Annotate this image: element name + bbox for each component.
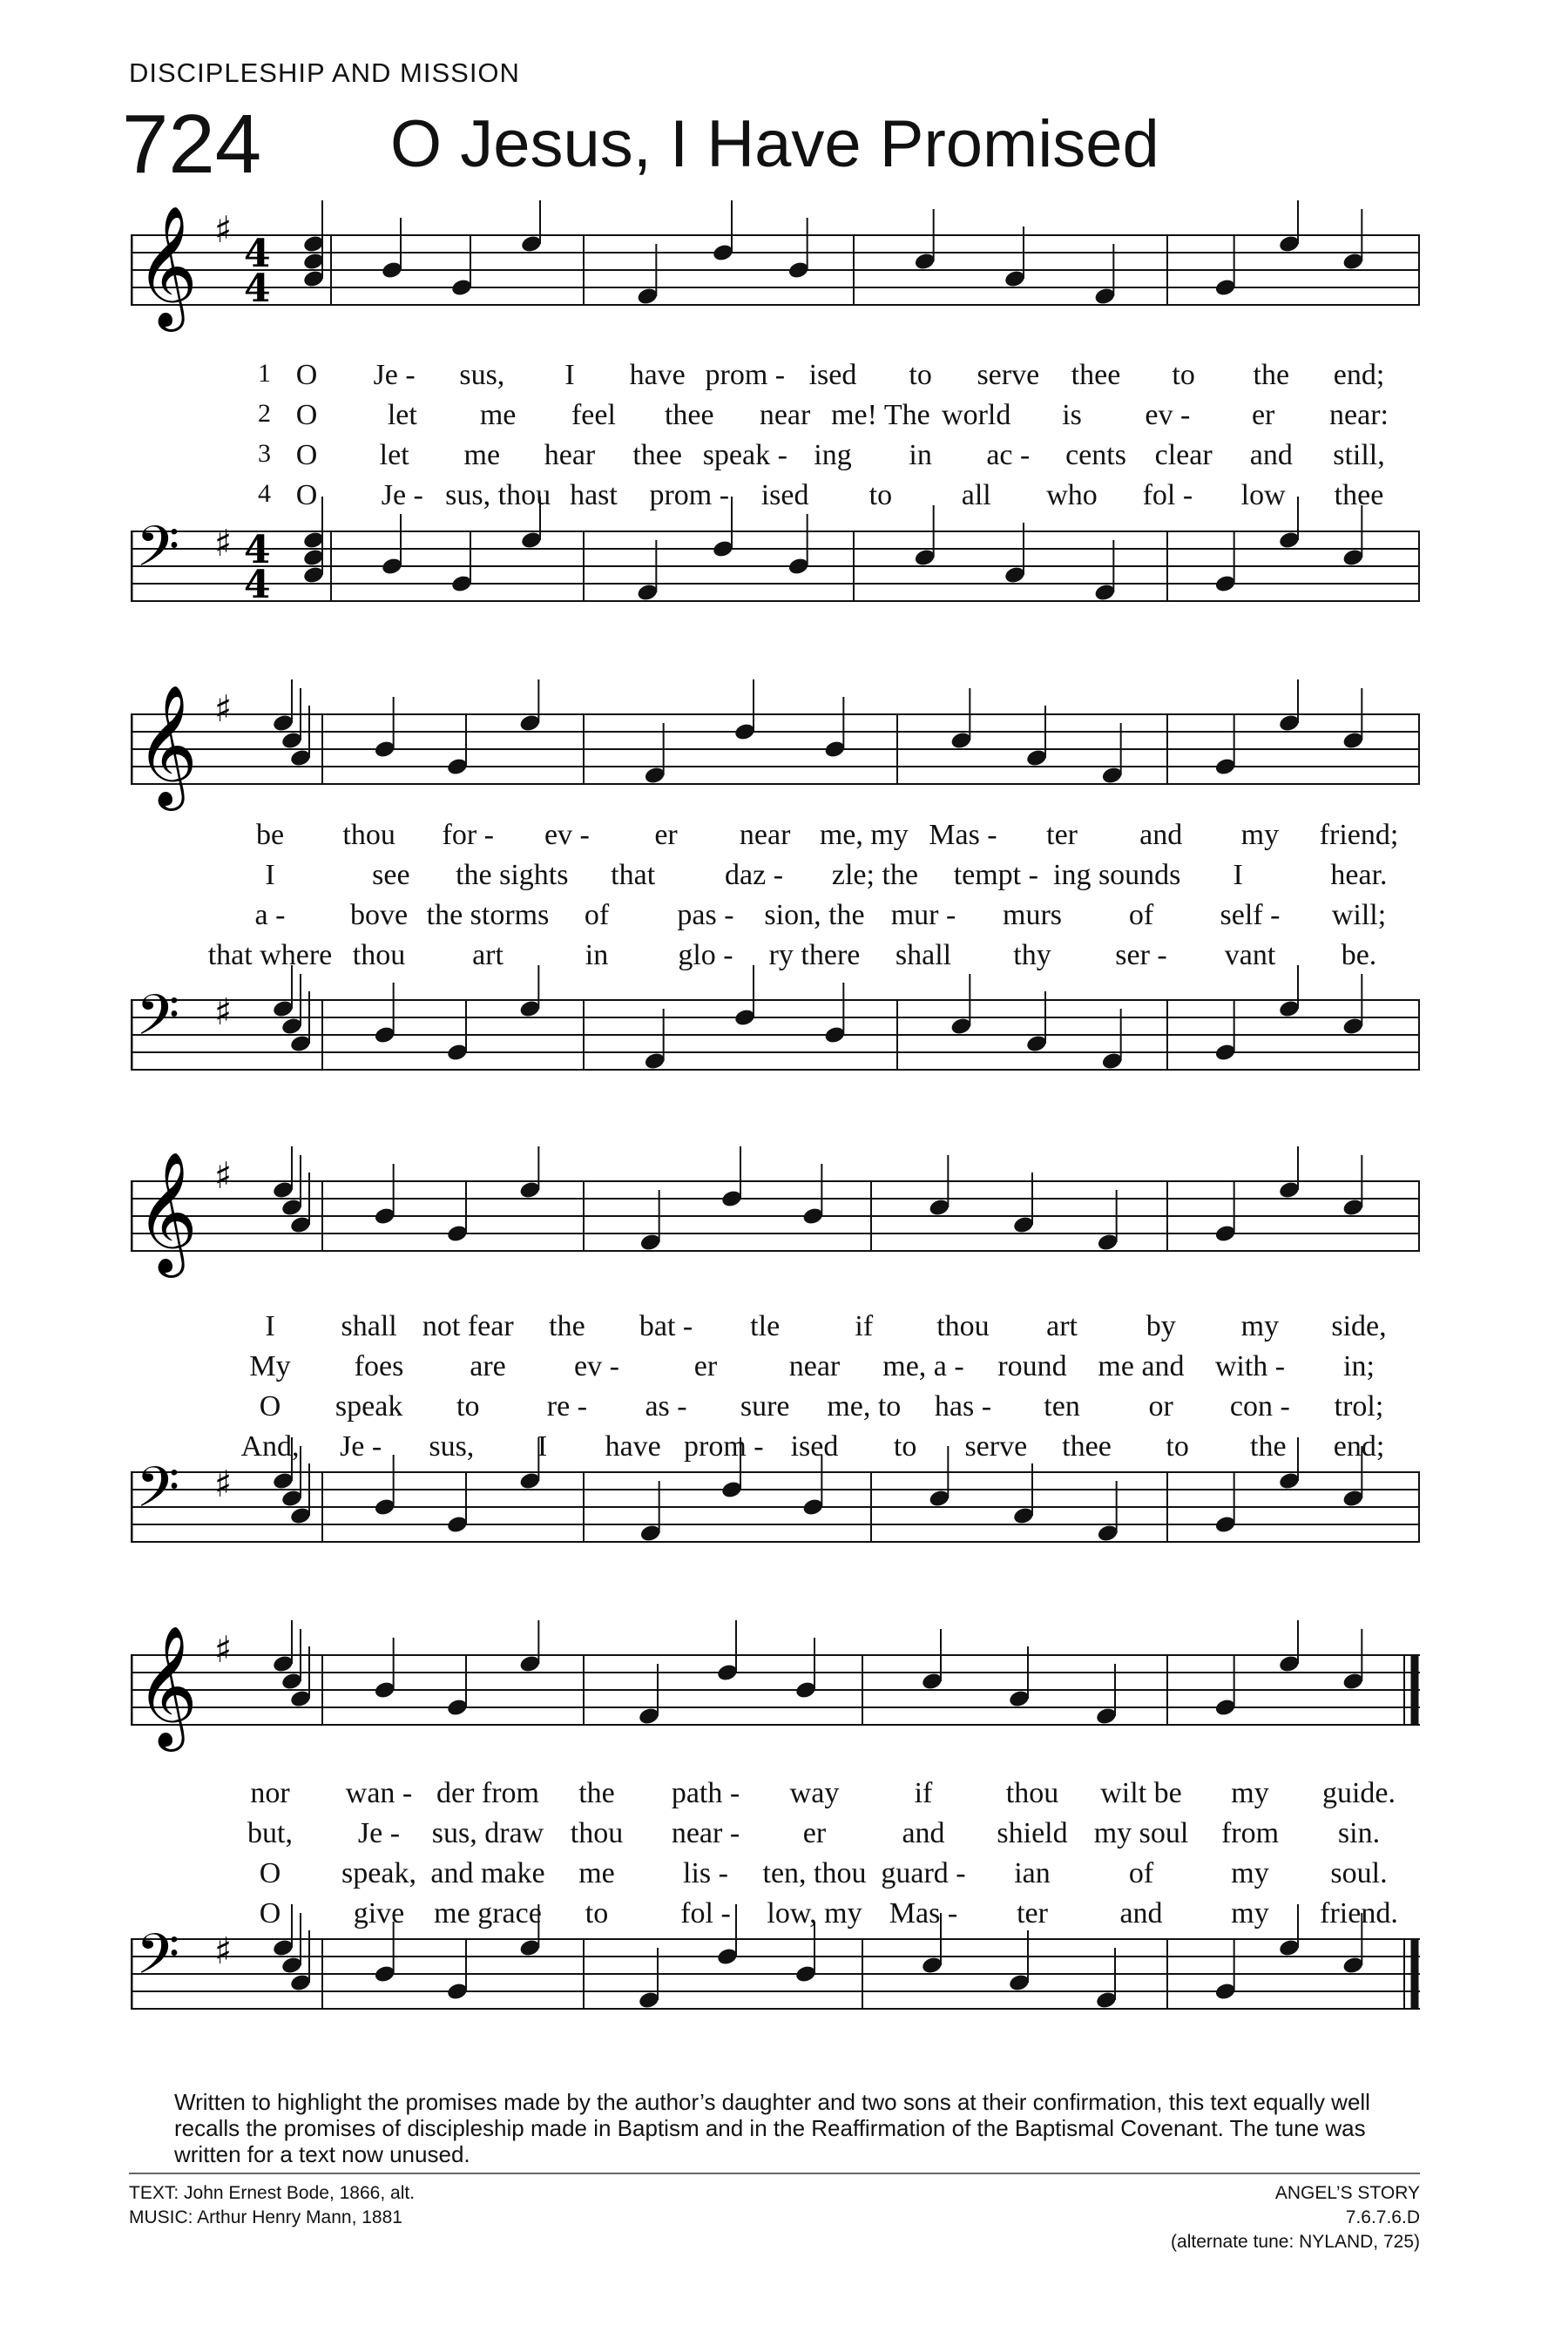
lyric-syllable: ev -: [1145, 399, 1191, 431]
bass-staff-system-2: [131, 965, 1420, 1131]
lyric-syllable: the storms: [426, 899, 550, 931]
key-signature-sharp-icon: ♯: [214, 522, 233, 564]
lyric-syllable: and: [1119, 1897, 1163, 1930]
verse-line: [0, 1857, 1568, 1896]
lyric-syllable: lis -: [683, 1857, 728, 1889]
credits-right: [1171, 2181, 1420, 2254]
lyric-syllable: trol;: [1334, 1390, 1384, 1423]
lyric-syllable: ing: [814, 439, 852, 471]
lyric-syllable: me! The: [831, 399, 930, 431]
lyric-syllable: the: [1253, 359, 1290, 391]
lyric-syllable: sin.: [1337, 1817, 1381, 1849]
lyric-syllable: feel: [571, 399, 616, 431]
lyric-syllable: low, my: [767, 1897, 862, 1930]
lyric-syllable: thou: [342, 819, 395, 851]
section-heading: DISCIPLESHIP AND MISSION: [129, 57, 520, 88]
lyric-syllable: me: [578, 1857, 615, 1889]
lyric-syllable: O: [259, 1897, 281, 1930]
lyric-syllable: will;: [1331, 899, 1387, 931]
lyric-syllable: low: [1240, 479, 1286, 511]
bass-staff-system-4: [131, 1904, 1420, 2070]
credits-left: [129, 2181, 415, 2230]
lyric-syllable: er: [654, 819, 678, 851]
treble-staff-system-4: [131, 1620, 1420, 1786]
key-signature-sharp-icon: ♯: [214, 208, 233, 251]
lyric-syllable: of: [1128, 899, 1154, 931]
bass-clef-icon: 𝄢: [136, 515, 180, 593]
lyric-syllable: prom -: [684, 1430, 764, 1463]
lyric-syllable: tle: [750, 1310, 781, 1342]
lyric-syllable: all: [961, 479, 991, 511]
key-signature-sharp-icon: ♯: [214, 687, 233, 730]
lyric-syllable: Je -: [340, 1430, 382, 1463]
lyric-syllable: I: [1233, 859, 1243, 891]
lyric-syllable: near: [788, 1350, 841, 1382]
lyric-syllable: ev -: [544, 819, 590, 851]
lyric-syllable: in: [909, 439, 932, 471]
lyric-syllable: end;: [1333, 359, 1385, 391]
lyric-syllable: me: [463, 439, 501, 471]
lyric-syllable: to: [456, 1390, 480, 1423]
lyric-syllable: thee: [1062, 1430, 1112, 1463]
lyric-syllable: der from: [436, 1777, 540, 1809]
lyric-syllable: see: [372, 859, 410, 891]
lyric-syllable: cents: [1065, 439, 1126, 471]
lyric-syllable: me: [479, 399, 517, 431]
lyric-syllable: me grace: [434, 1897, 542, 1930]
lyric-syllable: round: [997, 1350, 1067, 1382]
lyric-syllable: my: [1231, 1857, 1269, 1889]
lyric-syllable: ised: [760, 479, 809, 511]
lyric-syllable: as -: [645, 1390, 687, 1423]
lyric-syllable: ten, thou: [762, 1857, 867, 1889]
lyric-syllable: my: [1231, 1897, 1269, 1930]
lyric-syllable: prom -: [649, 479, 730, 511]
lyric-syllable: I: [537, 1430, 548, 1463]
lyric-syllable: with -: [1214, 1350, 1286, 1382]
treble-clef-icon: 𝄞: [136, 206, 198, 327]
lyric-syllable: zle; the: [831, 859, 918, 891]
lyric-syllable: O: [295, 439, 318, 471]
lyric-syllable: me, to: [827, 1390, 902, 1423]
verse-line: [0, 439, 1568, 477]
lyric-syllable: my soul: [1093, 1817, 1189, 1849]
lyric-syllable: Je -: [381, 479, 423, 511]
tune-name: ANGEL’S STORY: [1274, 2183, 1420, 2203]
lyric-syllable: sus, thou: [445, 479, 551, 511]
lyric-syllable: Je -: [357, 1817, 401, 1849]
lyric-syllable: that where: [207, 939, 333, 971]
verse-line: [0, 1817, 1568, 1855]
verse-number: 2: [258, 399, 271, 428]
lyric-syllable: sus, draw: [431, 1817, 544, 1849]
lyric-syllable: to: [1166, 1430, 1189, 1463]
hymn-note: Written to highlight the promises made by the author’s daughter and two sons at their confirmation, this text equally well recalls the promises of discipleship made in Baptism and in the Reaffirmation of the Baptismal Covenant. The tune was written for a text now unused.: [174, 2089, 1370, 2167]
lyric-syllable: to: [585, 1897, 609, 1930]
lyric-syllable: con -: [1229, 1390, 1290, 1423]
lyric-syllable: not fear: [422, 1310, 514, 1342]
lyric-syllable: ian: [1014, 1857, 1051, 1889]
lyric-syllable: end;: [1333, 1430, 1385, 1463]
lyric-syllable: hear.: [1330, 859, 1388, 891]
lyric-syllable: tempt -: [953, 859, 1038, 891]
lyric-syllable: art: [472, 939, 504, 971]
bass-clef-icon: 𝄢: [136, 1456, 180, 1534]
music-credit: MUSIC: Arthur Henry Mann, 1881: [129, 2207, 402, 2227]
lyric-syllable: to: [909, 359, 932, 391]
lyric-syllable: who: [1046, 479, 1098, 511]
key-signature-sharp-icon: ♯: [214, 1628, 233, 1671]
lyric-syllable: foes: [354, 1350, 404, 1382]
text-credit: TEXT: John Ernest Bode, 1866, alt.: [129, 2183, 416, 2203]
lyric-syllable: ter: [1046, 819, 1078, 851]
lyric-syllable: wan -: [345, 1777, 413, 1809]
lyric-syllable: wilt be: [1100, 1777, 1182, 1809]
bass-staff-system-3: [131, 1437, 1420, 1603]
lyric-syllable: near -: [671, 1817, 740, 1849]
lyric-syllable: and: [1139, 819, 1183, 851]
lyric-syllable: murs: [1003, 899, 1062, 931]
lyric-syllable: O: [295, 479, 318, 511]
lyric-syllable: O: [259, 1390, 281, 1423]
lyric-syllable: have: [629, 359, 686, 391]
lyric-syllable: I: [265, 859, 275, 891]
lyric-syllable: of: [584, 899, 610, 931]
lyric-syllable: daz -: [725, 859, 784, 891]
lyric-syllable: sus,: [459, 359, 505, 391]
lyric-syllable: be.: [1341, 939, 1377, 971]
lyric-syllable: but,: [247, 1817, 293, 1849]
lyric-syllable: near: [759, 399, 811, 431]
verse-line: [0, 899, 1568, 937]
time-signature-top: 4: [244, 232, 271, 276]
verse-line: [0, 1350, 1568, 1389]
lyric-syllable: er: [693, 1350, 718, 1382]
lyric-syllable: thee: [632, 439, 682, 471]
lyric-syllable: hast: [570, 479, 618, 511]
lyric-syllable: speak,: [341, 1857, 416, 1889]
lyric-syllable: sion, the: [764, 899, 865, 931]
footer-divider: [129, 2173, 1420, 2174]
lyric-syllable: the: [578, 1777, 615, 1809]
key-signature-sharp-icon: ♯: [214, 1930, 233, 1972]
lyric-syllable: that: [611, 859, 656, 891]
lyric-syllable: art: [1046, 1310, 1078, 1342]
lyric-syllable: shall: [341, 1310, 397, 1342]
lyric-syllable: My: [249, 1350, 291, 1382]
lyric-syllable: let: [379, 439, 409, 471]
lyric-syllable: O: [259, 1857, 281, 1889]
verse-number: 4: [258, 479, 271, 508]
verse-line: [0, 1777, 1568, 1815]
lyric-syllable: a -: [254, 899, 286, 931]
key-signature-sharp-icon: ♯: [214, 990, 233, 1033]
lyric-syllable: sure: [740, 1390, 790, 1423]
time-signature-bottom: 4: [244, 267, 271, 311]
lyric-syllable: ing sounds: [1053, 859, 1181, 891]
lyric-syllable: guide.: [1321, 1777, 1396, 1809]
lyric-syllable: by: [1146, 1310, 1176, 1342]
lyric-syllable: have: [605, 1430, 661, 1463]
lyric-syllable: er: [1251, 399, 1275, 431]
lyric-syllable: shall: [895, 939, 952, 971]
lyric-syllable: ser -: [1115, 939, 1167, 971]
lyric-syllable: thou: [936, 1310, 990, 1342]
lyric-syllable: ry there: [768, 939, 861, 971]
lyric-syllable: are: [470, 1350, 506, 1382]
lyric-syllable: fol -: [680, 1897, 731, 1930]
hymn-title: O Jesus, I Have Promised: [390, 107, 1159, 181]
lyric-syllable: if: [855, 1310, 874, 1342]
lyric-syllable: mur -: [890, 899, 956, 931]
lyric-syllable: way: [789, 1777, 840, 1809]
lyric-syllable: thee: [1334, 479, 1384, 511]
lyric-syllable: in: [585, 939, 609, 971]
lyric-syllable: thou: [570, 1817, 624, 1849]
lyric-syllable: still,: [1333, 439, 1385, 471]
lyric-syllable: soul.: [1330, 1857, 1388, 1889]
lyric-syllable: me, my: [819, 819, 909, 851]
lyric-syllable: hear: [544, 439, 596, 471]
lyric-syllable: Mas -: [929, 819, 997, 851]
lyric-syllable: self -: [1220, 899, 1281, 931]
lyric-syllable: clear: [1154, 439, 1213, 471]
lyric-syllable: my: [1240, 1310, 1280, 1342]
lyric-syllable: bove: [349, 899, 409, 931]
lyric-syllable: ten: [1044, 1390, 1080, 1423]
lyric-syllable: prom -: [705, 359, 786, 391]
lyric-syllable: thy: [1013, 939, 1051, 971]
lyric-syllable: the: [1250, 1430, 1287, 1463]
lyric-syllable: serve: [964, 1430, 1028, 1463]
lyric-syllable: me and: [1098, 1350, 1185, 1382]
lyric-syllable: and: [1249, 439, 1293, 471]
verse-line: [0, 819, 1568, 857]
lyric-syllable: ised: [808, 359, 857, 391]
lyric-syllable: ter: [1017, 1897, 1048, 1930]
verse-line: [0, 399, 1568, 437]
lyric-syllable: let: [387, 399, 417, 431]
lyric-syllable: path -: [671, 1777, 740, 1809]
lyric-syllable: Je -: [373, 359, 416, 391]
bass-clef-icon: 𝄢: [136, 1923, 180, 2001]
lyric-syllable: give: [353, 1897, 405, 1930]
lyric-syllable: my: [1231, 1777, 1269, 1809]
lyric-syllable: fol -: [1142, 479, 1193, 511]
verse-line: [0, 859, 1568, 897]
lyric-syllable: thee: [664, 399, 714, 431]
lyric-syllable: And,: [240, 1430, 300, 1463]
lyric-syllable: friend;: [1319, 819, 1399, 851]
lyric-syllable: guard -: [881, 1857, 966, 1889]
verse-line: [0, 1310, 1568, 1348]
lyric-syllable: nor: [250, 1777, 290, 1809]
hymn-number: 724: [122, 98, 262, 191]
lyric-syllable: speak -: [702, 439, 787, 471]
verse-number: 1: [258, 359, 271, 388]
lyric-syllable: vant: [1224, 939, 1276, 971]
time-signature-bottom: 4: [244, 563, 271, 607]
treble-clef-icon: 𝄞: [136, 685, 198, 806]
lyric-syllable: my: [1240, 819, 1280, 851]
treble-staff-system-1: [131, 200, 1420, 366]
lyric-syllable: er: [802, 1817, 827, 1849]
lyric-syllable: the sights: [456, 859, 569, 891]
lyric-syllable: to: [868, 479, 893, 511]
lyric-syllable: glo -: [678, 939, 733, 971]
lyric-syllable: be: [255, 819, 285, 851]
lyric-syllable: pas -: [677, 899, 734, 931]
key-signature-sharp-icon: ♯: [214, 1154, 233, 1197]
lyric-syllable: to: [893, 1430, 917, 1463]
lyric-syllable: side,: [1331, 1310, 1387, 1342]
lyric-syllable: I: [564, 359, 575, 391]
lyric-syllable: ac -: [986, 439, 1031, 471]
alternate-tune: (alternate tune: NYLAND, 725): [1171, 2232, 1420, 2252]
lyric-syllable: sus,: [429, 1430, 475, 1463]
lyric-syllable: me, a -: [882, 1350, 964, 1382]
lyric-syllable: thou: [352, 939, 406, 971]
key-signature-sharp-icon: ♯: [214, 1463, 233, 1505]
lyric-syllable: thee: [1071, 359, 1121, 391]
bass-staff-system-1: [131, 497, 1420, 662]
lyric-syllable: O: [295, 399, 318, 431]
lyric-syllable: thou: [1005, 1777, 1059, 1809]
lyric-syllable: has -: [934, 1390, 992, 1423]
lyric-syllable: for -: [442, 819, 494, 851]
lyric-syllable: if: [914, 1777, 933, 1809]
lyric-syllable: I: [265, 1310, 275, 1342]
verse-number: 3: [258, 439, 271, 468]
time-signature-top: 4: [244, 528, 271, 572]
lyric-syllable: is: [1062, 399, 1082, 431]
lyric-syllable: O: [295, 359, 318, 391]
lyric-syllable: to: [1172, 359, 1195, 391]
lyric-syllable: shield: [997, 1817, 1068, 1849]
lyric-syllable: Mas -: [889, 1897, 958, 1930]
lyric-syllable: and make: [430, 1857, 545, 1889]
verse-line: [0, 1390, 1568, 1429]
lyric-syllable: speak: [335, 1390, 403, 1423]
lyric-syllable: serve: [977, 359, 1040, 391]
lyric-syllable: ev -: [574, 1350, 619, 1382]
lyric-syllable: world: [942, 399, 1011, 431]
lyric-syllable: bat -: [639, 1310, 693, 1342]
lyric-syllable: from: [1220, 1817, 1280, 1849]
lyric-syllable: near:: [1329, 399, 1389, 431]
lyric-syllable: near: [739, 819, 791, 851]
lyric-syllable: and: [902, 1817, 945, 1849]
treble-staff-system-3: [131, 1146, 1420, 1312]
lyric-syllable: friend.: [1320, 1897, 1398, 1930]
lyric-syllable: ised: [790, 1430, 839, 1463]
lyric-syllable: the: [549, 1310, 585, 1342]
treble-clef-icon: 𝄞: [136, 1152, 198, 1273]
treble-clef-icon: 𝄞: [136, 1625, 198, 1747]
meter: 7.6.7.6.D: [1345, 2207, 1420, 2227]
lyric-syllable: in;: [1343, 1350, 1375, 1382]
lyric-syllable: re -: [546, 1390, 588, 1423]
verse-line: [0, 359, 1568, 397]
lyric-syllable: of: [1128, 1857, 1154, 1889]
lyric-syllable: or: [1148, 1390, 1173, 1423]
bass-clef-icon: 𝄢: [136, 983, 180, 1062]
